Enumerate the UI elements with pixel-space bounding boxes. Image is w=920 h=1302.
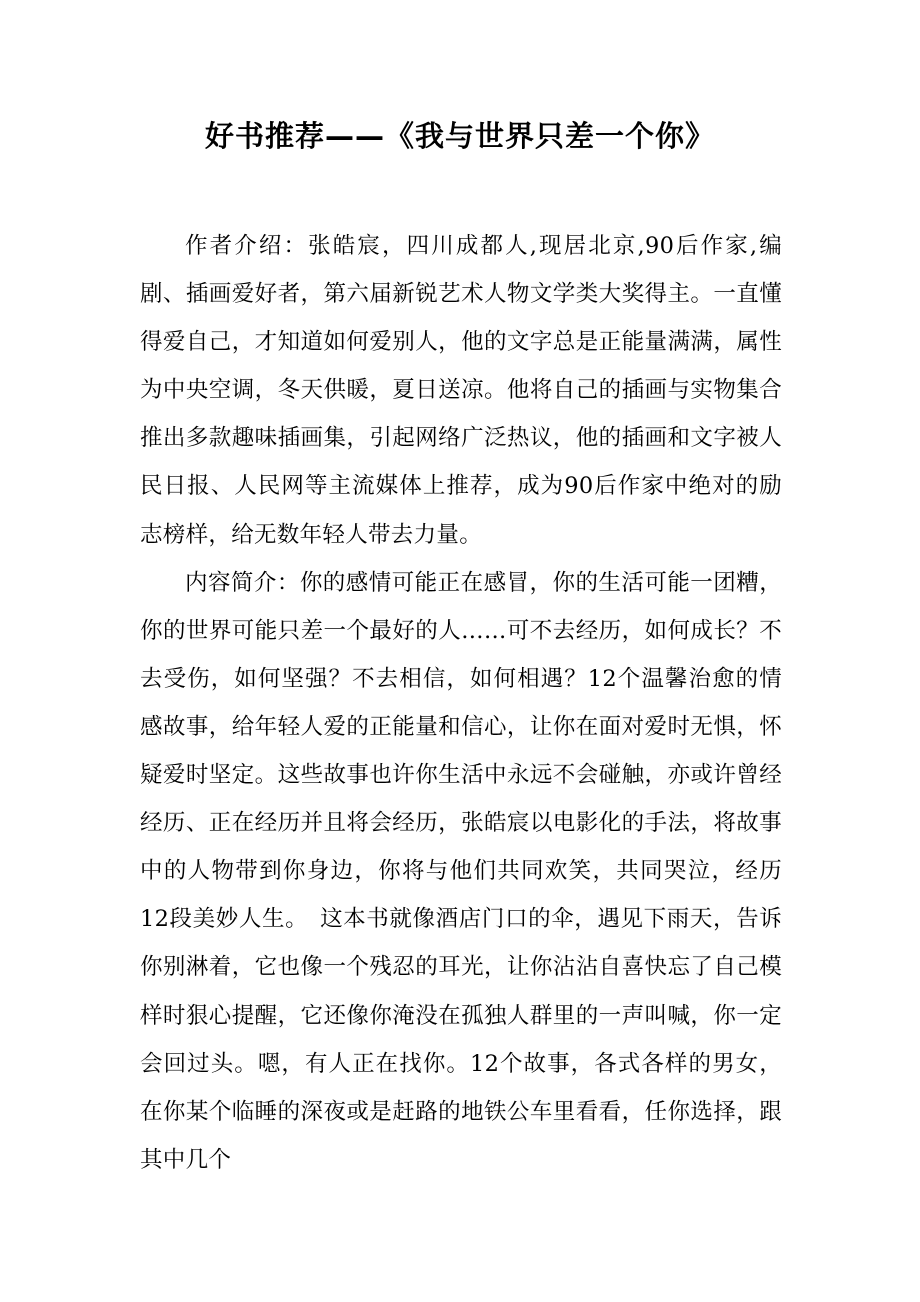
paragraph-author-intro: 作者介绍：张皓宸，四川成都人,现居北京,90后作家,编剧、插画爱好者，第六届新锐艺术人物文学类大奖得主。一直懂得爱自己，才知道如何爱别人，他的文字总是正能量满满，属性为中央空调，冬天供暖，夏日送凉。他将自己的插画与实物集合推出多款趣味插画集，引起网络广泛热议，他的插画和文字被人民日报、人民网等主流媒体上推荐，成为90后作家中绝对的励志榜样，给无数年轻人带去力量。 bbox=[140, 233, 782, 548]
paragraph-content-summary: 内容简介：你的感情可能正在感冒，你的生活可能一团糟，你的世界可能只差一个最好的人……可不去经历，如何成长？不去受伤，如何坚强？不去相信，如何相遇？12个温馨治愈的情感故事，给年轻人爱的正能量和信心，让你在面对爱时无惧，怀疑爱时坚定。这些故事也许你生活中永远不会碰触，亦或许曾经经历、正在经历并且将会经历，张皓宸以电影化的手法，将故事中的人物带到你身边，你将与他们共同欢笑，共同哭泣，经历12段美妙人生。 这本书就像酒店门口的伞，遇见下雨天，告诉你别淋着，它也像一个残忍的耳光，让你沾沾自喜快忘了自己模样时狠心提醒，它还像你淹没在孤独人群里的一声叫喊，你一定会回过头。嗯，有人正在找你。12个故事，各式各样的男女，在你某个临睡的深夜或是赶路的地铁公车里看看，任你选择，跟其中几个 bbox=[140, 569, 782, 1173]
document-body bbox=[140, 222, 782, 1184]
document-title: 好书推荐——《我与世界只差一个你》 bbox=[204, 119, 715, 153]
